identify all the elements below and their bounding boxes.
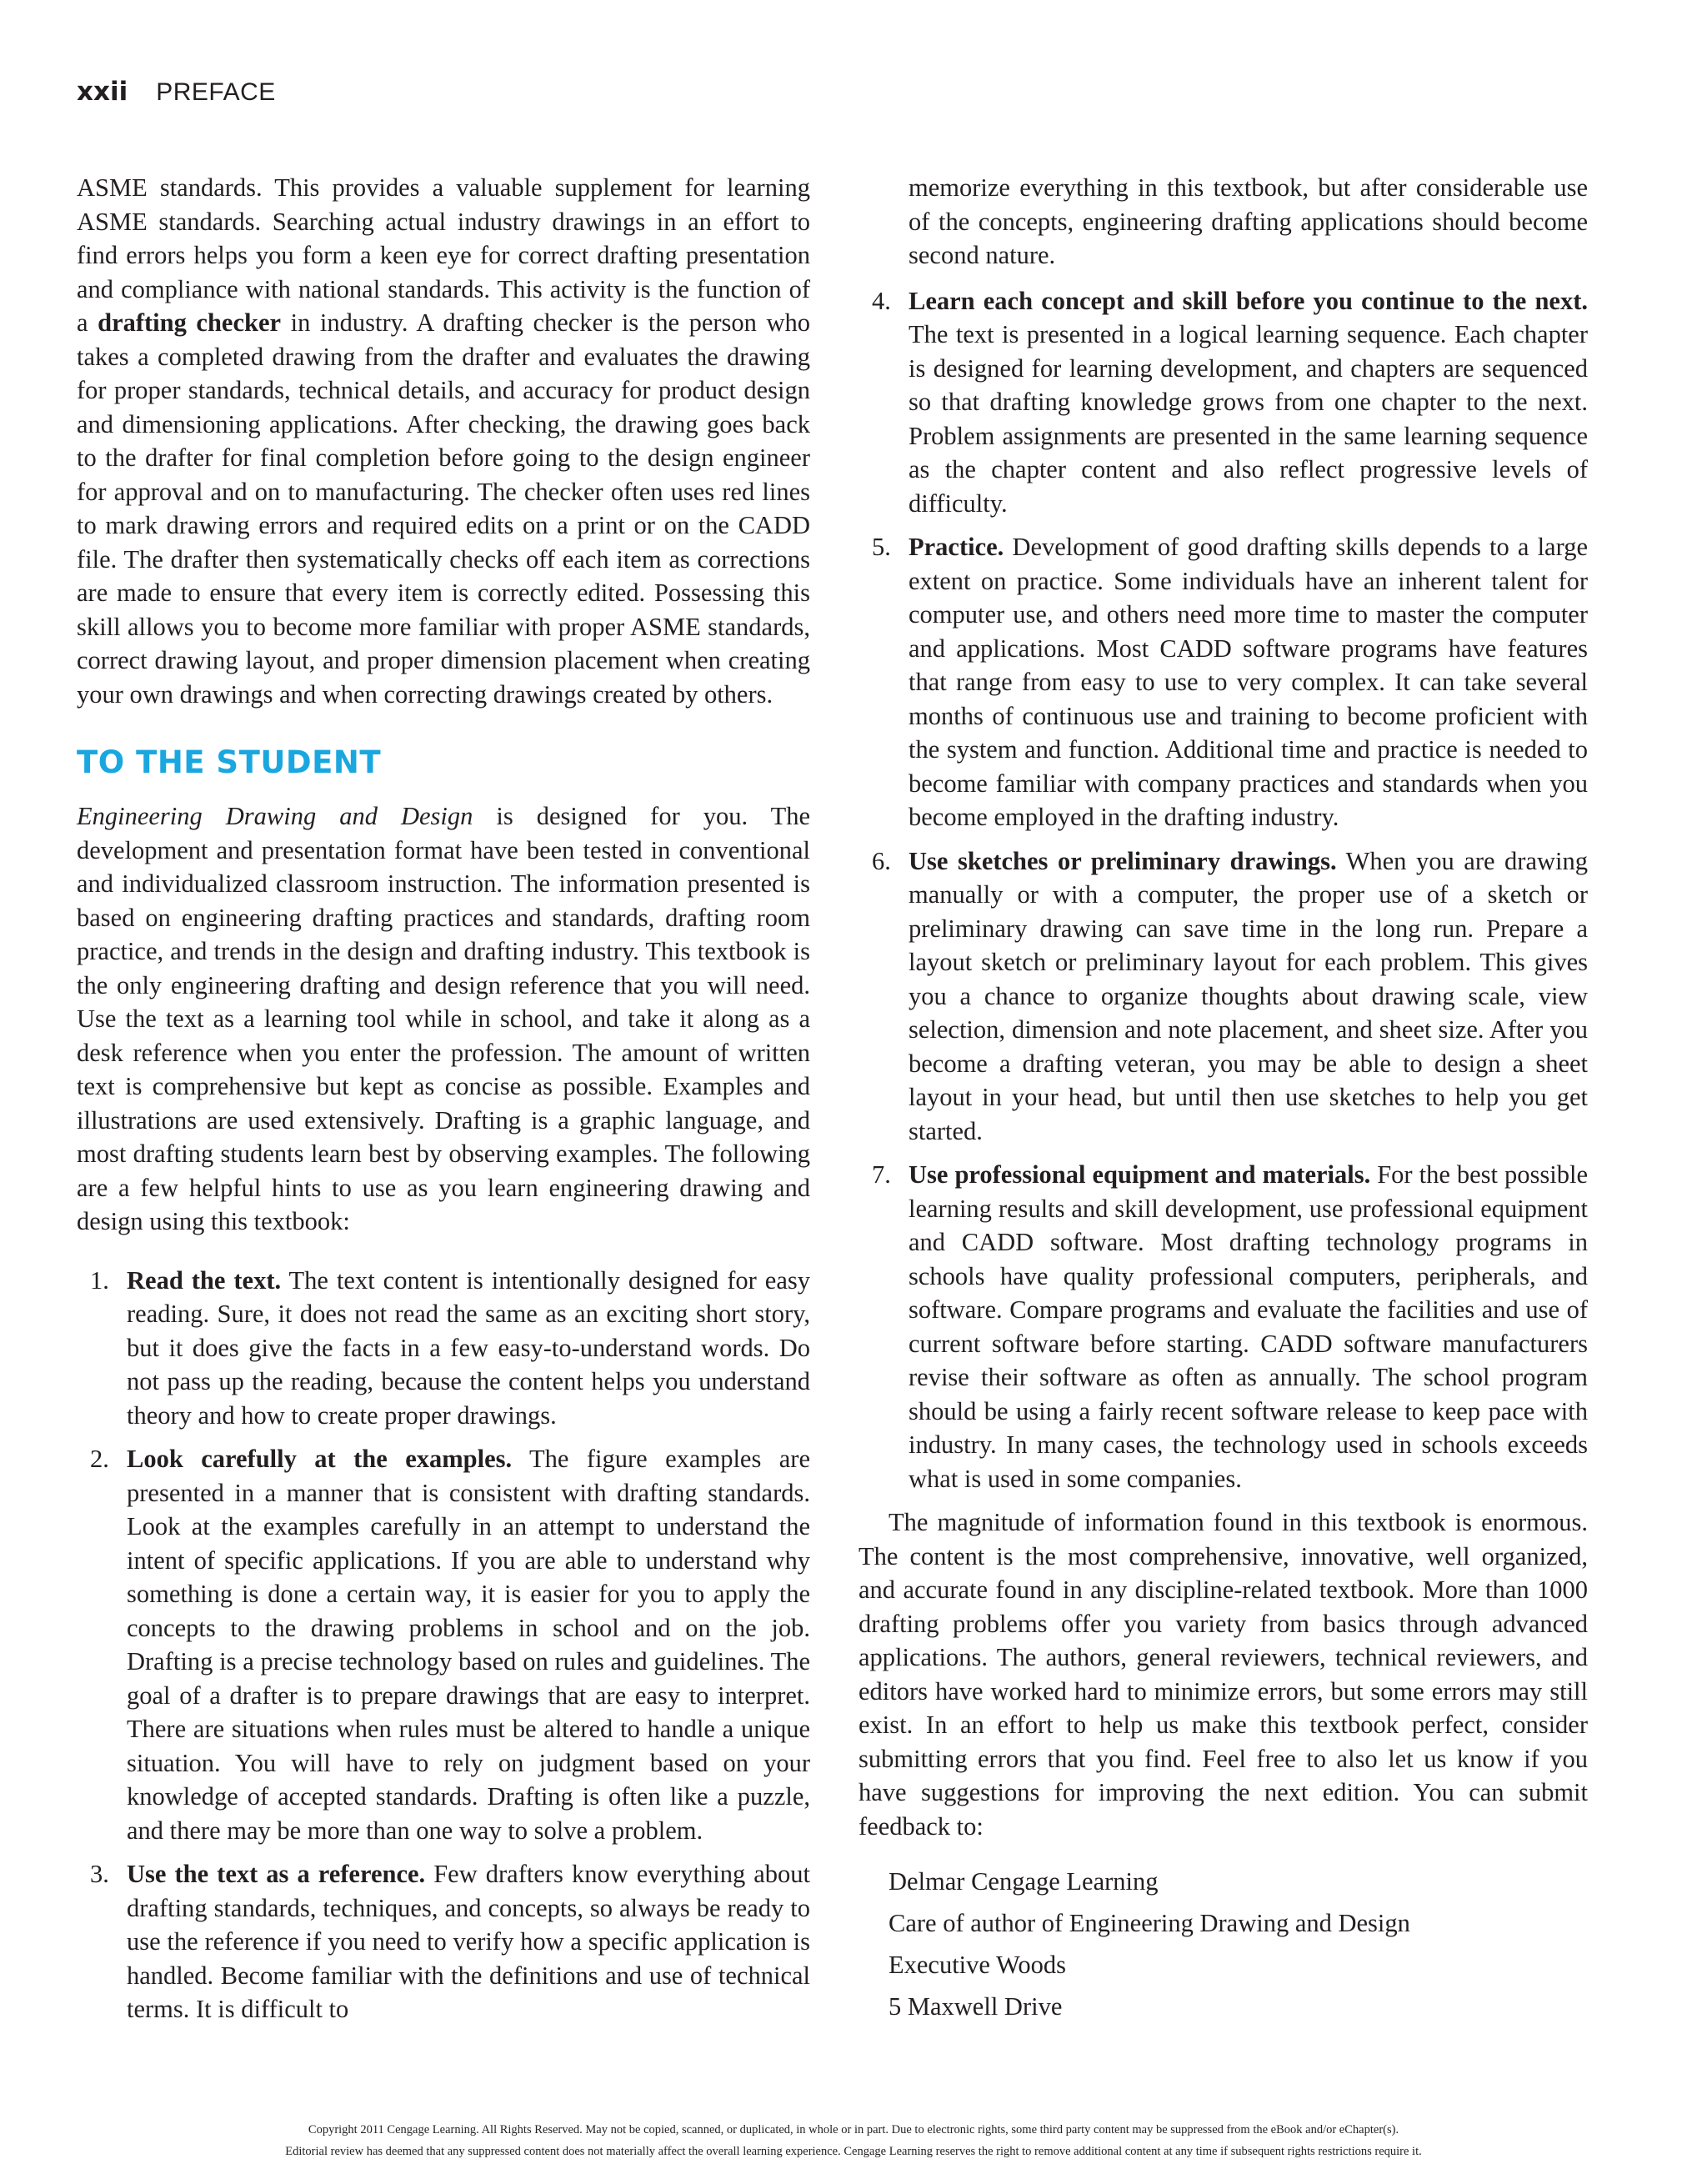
- page-number: xxii: [77, 77, 128, 107]
- item-text: When you are drawing manually or with a computer, the proper use of a sketch or preliminary drawing can save time in the long run. Prepare a layout sketch or preliminary layout for each problem. This gives you a chance to organize thoughts about drawing scale, view selection, dimension and note placement, and sheet size. After you become a drafting veteran, you may be able to design a sheet layout in your head, but until then use sketches to help you get started.: [909, 846, 1589, 1145]
- item-text: The text content is intentionally designed for easy reading. Sure, it does not read the same as an exciting short story, but it does give the facts in a few easy-to-understand words. Do not pass up the reading, because the content helps you understand theory and how to create proper drawings.: [127, 1265, 810, 1430]
- item-title: Use the text as a reference.: [127, 1860, 426, 1888]
- list-item: [77, 1264, 810, 1433]
- intro-text-end: in industry. A drafting checker is the person who takes a completed drawing from the drafter and evaluates the drawing for proper standards, technical details, and accuracy for product design and dimensioning applications. After checking, the drawing goes back to the drafter for final completion before going to the design engineer for approval and on to manufacturing. The checker often uses red lines to mark drawing errors and required edits on a print or on the CADD file. The drafter then systematically checks off each item as corrections are made to ensure that every item is correctly edited. Possessing this skill allows you to become more familiar with proper ASME standards, correct drawing layout, and proper dimension placement when creating your own drawings and when correcting drawings created by others.: [77, 308, 810, 709]
- item-text: The text is presented in a logical learning sequence. Each chapter is designed for learning development, and chapters are sequenced so that drafting knowledge grows from one chapter to the next. Problem assignments are presented in the same learning sequence as the chapter content and also reflect progressive levels of difficulty.: [909, 320, 1588, 518]
- copyright-line: Copyright 2011 Cengage Learning. All Rights Reserved. May not be copied, scanned, or duplicated, in whole or in part. Due to electronic rights, some third party content may be suppressed from the eBook and/or eChapter(s).: [308, 2123, 1399, 2136]
- list-item: [77, 1857, 810, 2026]
- student-text: is designed for you. The development and presentation format have been tested in conventional and individualized classroom instruction. The information presented is based on engineering drafting practices and standards, drafting room practice, and trends in the design and drafting industry. This textbook is the only engineering drafting and design reference that you will need. Use the text as a learning tool while in school, and take it along as a desk reference when you enter the profession. The amount of written text is comprehensive but kept as concise as possible. Examples and illustrations are used extensively. Drafting is a graphic language, and most drafting students learn best by observing examples. The following are a few helpful hints to use as you learn engineering drawing and design using this textbook:: [77, 802, 810, 1235]
- item-title: Look carefully at the examples.: [127, 1445, 513, 1473]
- address-line: Executive Woods: [889, 1951, 1066, 1979]
- item-text: Few drafters know everything about drafting standards, techniques, and concepts, so always be ready to use the reference if you need to verify how a specific application is handled. Become familiar with the definitions and use of technical terms. It is difficult to: [127, 1860, 810, 2023]
- left-column: [77, 171, 810, 2036]
- list-item: [859, 844, 1588, 1149]
- list-item: [859, 1158, 1588, 1495]
- item-number: 2.: [90, 1445, 109, 1473]
- address-line: 5 Maxwell Drive: [889, 1992, 1063, 2021]
- address-line: Delmar Cengage Learning: [889, 1867, 1159, 1896]
- list-item: [859, 284, 1588, 521]
- item-number: 3.: [90, 1860, 109, 1888]
- item-title: Practice.: [909, 533, 1004, 561]
- section-heading: TO THE STUDENT: [77, 744, 382, 780]
- closing-paragraph: The magnitude of information found in this textbook is enormous. The content is the most comprehensive, innovative, well organized, and accurate found in any discipline-related textbook. More than 1000 drafting problems offer you variety from basics through advanced applications. The authors, general reviewers, technical reviewers, and editors have worked hard to minimize errors, but some errors may still exist. In an effort to help us make this textbook perfect, consider submitting errors that you find. Feel free to also let us know if you have suggestions for improving the next edition. You can submit feedback to:: [859, 1508, 1588, 1841]
- list-item-continuation: [859, 171, 1588, 273]
- item-number: 7.: [872, 1160, 891, 1189]
- item-title: Use professional equipment and materials.: [909, 1160, 1371, 1189]
- item-number: 4.: [872, 286, 891, 315]
- hints-list-left: [77, 1264, 810, 2026]
- address-line: Care of author of Engineering Drawing and Design: [889, 1909, 1410, 1937]
- item-number: 1.: [90, 1265, 109, 1295]
- item-text: memorize everything in this textbook, but after considerable use of the concepts, engineering drafting applications should become second nature.: [909, 173, 1588, 269]
- intro-text-start: ASME standards. This provides a valuable supplement for learning ASME standards. Searching actual industry drawings in an effort to find errors helps you form a keen eye for correct drafting presentation and compliance with national standards. This activity is the function of a: [77, 173, 810, 337]
- hints-list-right: [859, 171, 1588, 1495]
- feedback-address: [889, 1865, 1588, 2023]
- intro-paragraph: [77, 171, 810, 711]
- copyright-line: Editorial review has deemed that any suppressed content does not materially affect the overall learning experience. Cengage Learning reserves the right to remove additional content at any time if subsequent rights restrictions require it.: [285, 2145, 1422, 2158]
- list-item: [77, 1442, 810, 1847]
- book-title: Engineering Drawing and Design: [77, 802, 473, 830]
- right-column: [859, 171, 1588, 2031]
- item-text: For the best possible learning results and skill development, use professional equipment and CADD software. Most drafting technology programs in schools have quality professional computers, peripherals, and software. Compare programs and evaluate the facilities and use of current software before starting. CADD software manufacturers revise their software as often as annually. The school program should be using a fairly recent software release to keep pace with industry. In many cases, the technology used in schools exceeds what is used in some companies.: [909, 1160, 1588, 1493]
- copyright-notice: [0, 2119, 1707, 2162]
- item-title: Use sketches or preliminary drawings.: [909, 846, 1337, 875]
- list-item: [859, 530, 1588, 834]
- running-head: [77, 77, 276, 113]
- item-number: 5.: [872, 533, 891, 561]
- item-text: The figure examples are presented in a manner that is consistent with drafting standards. Look at the examples carefully in an attempt to understand the intent of specific applications. If you are able to understand why something is done a certain way, it is easier for you to apply the concepts to the drawing problems in school and on the job. Drafting is a precise technology based on rules and guidelines. The goal of a drafter is to prepare drawings that are easy to interpret. There are situations when rules must be altered to handle a unique situation. You will have to rely on judgment based on your knowledge of accepted standards. Drafting is often like a puzzle, and there may be more than one way to solve a problem.: [127, 1445, 810, 1845]
- student-paragraph: [77, 799, 810, 1239]
- item-title: Read the text.: [127, 1265, 282, 1295]
- drafting-checker-term: drafting checker: [98, 308, 282, 337]
- item-text: Development of good drafting skills depends to a large extent on practice. Some individuals have an inherent talent for computer use, and others need more time to master the computer and applications. Most CADD software programs have features that range from easy to use to very complex. It can take several months of continuous use and training to become proficient with the system and function. Additional time and practice is needed to become familiar with company practices and standards when you become employed in the drafting industry.: [909, 533, 1588, 831]
- item-number: 6.: [872, 846, 891, 875]
- section-name: PREFACE: [156, 78, 276, 106]
- item-title: Learn each concept and skill before you continue to the next.: [909, 286, 1588, 315]
